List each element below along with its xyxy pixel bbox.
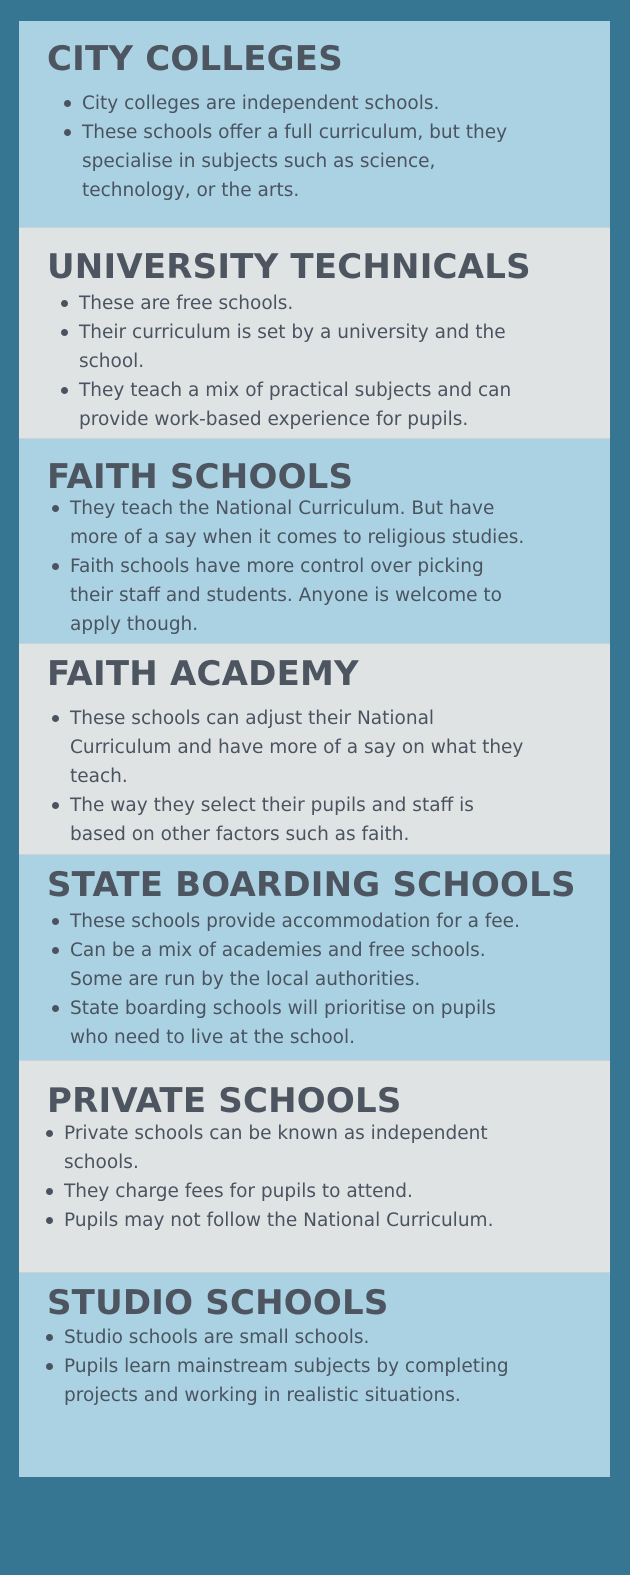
bullet-item: They charge fees for pupils to attend. [64, 1177, 604, 1206]
section-title: STUDIO SCHOOLS [47, 1283, 389, 1323]
bullet-item: Pupils may not follow the National Curriculum. [64, 1206, 604, 1235]
bullet-dot [52, 505, 59, 512]
bullet-dot [61, 300, 68, 307]
bullet-list [70, 704, 605, 849]
bullet-dot [52, 918, 59, 925]
bullet-item: These schools offer a full curriculum, but they specialise in subjects such as science, technology, or the arts. [82, 118, 602, 205]
bullet-list [82, 89, 602, 205]
bullet-item: Pupils learn mainstream subjects by completing projects and working in realistic situations. [64, 1352, 604, 1410]
bullet-item: Can be a mix of academies and free schools. Some are run by the local authorities. [70, 936, 605, 994]
section-state-boarding-schools [19, 854, 610, 1060]
bullet-list [79, 289, 604, 434]
bullet-item: State boarding schools will prioritise on pupils who need to live at the school. [70, 994, 605, 1052]
bullet-dot [64, 129, 71, 136]
section-faith-academy [19, 643, 610, 854]
section-city-colleges [19, 21, 610, 227]
section-private-schools [19, 1060, 610, 1272]
bullet-dot [52, 802, 59, 809]
bullet-item: These schools provide accommodation for a fee. [70, 907, 605, 936]
section-studio-schools [19, 1272, 610, 1477]
bullet-dot [64, 100, 71, 107]
bullet-dot [46, 1188, 53, 1195]
section-university-technicals [19, 227, 610, 438]
bullet-item: These schools can adjust their National Curriculum and have more of a say on what they teach. [70, 704, 605, 791]
bullet-dot [61, 329, 68, 336]
bullet-list [70, 494, 605, 639]
section-title: CITY COLLEGES [47, 39, 343, 79]
bullet-dot [46, 1130, 53, 1137]
bullet-dot [46, 1363, 53, 1370]
bullet-item: The way they select their pupils and staff is based on other factors such as faith. [70, 791, 605, 849]
bullet-dot [61, 387, 68, 394]
bullet-list [70, 907, 605, 1052]
bullet-item: They teach a mix of practical subjects and can provide work-based experience for pupils. [79, 376, 604, 434]
bullet-item: Their curriculum is set by a university and the school. [79, 318, 604, 376]
bullet-list [64, 1119, 604, 1235]
bullet-item: Private schools can be known as independent schools. [64, 1119, 604, 1177]
section-title: STATE BOARDING SCHOOLS [47, 865, 576, 905]
bullet-dot [52, 1005, 59, 1012]
bullet-item: City colleges are independent schools. [82, 89, 602, 118]
section-title: PRIVATE SCHOOLS [47, 1081, 402, 1121]
section-title: UNIVERSITY TECHNICALS [47, 247, 531, 287]
bullet-dot [52, 947, 59, 954]
section-faith-schools [19, 438, 610, 643]
bullet-dot [52, 563, 59, 570]
bullet-dot [46, 1334, 53, 1341]
section-title: FAITH ACADEMY [47, 654, 359, 694]
bullet-dot [52, 715, 59, 722]
bullet-item: They teach the National Curriculum. But have more of a say when it comes to religious studies. [70, 494, 605, 552]
bullet-dot [46, 1217, 53, 1224]
bullet-item: These are free schools. [79, 289, 604, 318]
bullet-item: Faith schools have more control over picking their staff and students. Anyone is welcome to apply though. [70, 552, 605, 639]
section-title: FAITH SCHOOLS [47, 457, 354, 497]
bullet-list [64, 1323, 604, 1410]
bullet-item: Studio schools are small schools. [64, 1323, 604, 1352]
